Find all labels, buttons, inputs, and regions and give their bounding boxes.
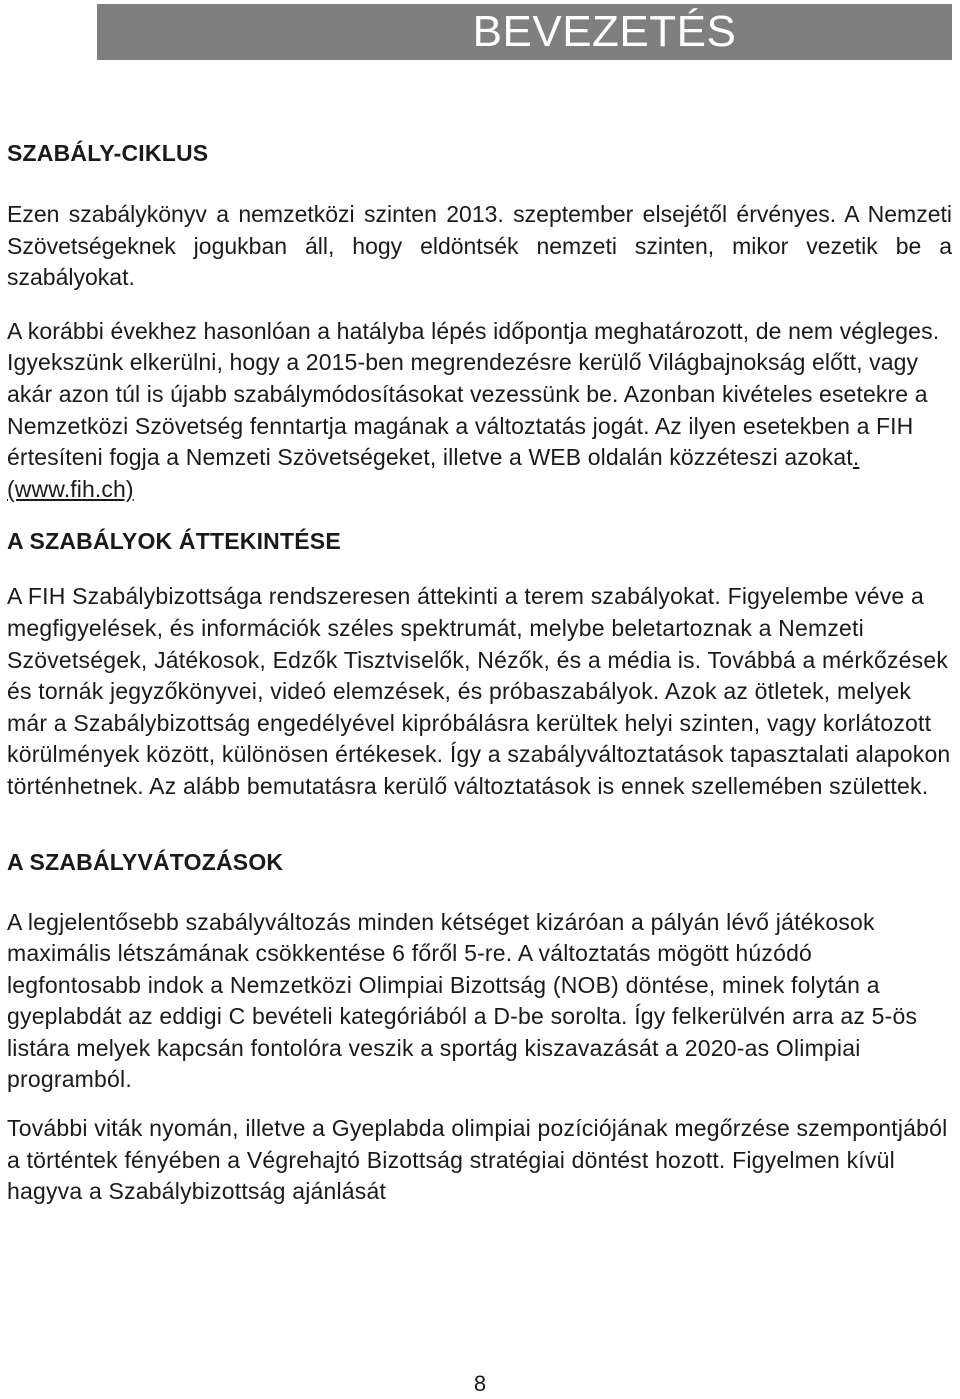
section-rule-changes — [7, 847, 952, 1208]
document-body — [7, 138, 952, 1208]
section-heading-rule-changes: A SZABÁLYVÁTOZÁSOK — [7, 848, 284, 875]
page-title: BEVEZETÉS — [472, 7, 737, 56]
section-rules-review — [7, 526, 952, 802]
title-bar — [97, 4, 952, 60]
fih-website-link[interactable]: . (www.fih.ch) — [7, 444, 860, 502]
page-number: 8 — [473, 1371, 487, 1396]
section-heading-rules-review: A SZABÁLYOK ÁTTEKINTÉSE — [7, 528, 341, 555]
section-heading-rule-cycle: SZABÁLY-CIKLUS — [7, 140, 209, 166]
paragraph: A legjelentősebb szabályváltozás minden kétséget kizáróan a pályán lévő játékosok maximális létszámának csökkentése 6 főről 5-re. A változtatás mögött húzódó legfontosabb indok a Nemzetközi Olimpiai Bizottság (NOB) döntése, minek folytán a gyeplabdát az eddigi C bevételi kategóriából a D-be sorolta. Így felkerülvén arra az 5-ös listára melyek kapcsán fontolóra veszik a sportág kiszavazását a 2020-as Olimpiai programból. — [7, 908, 918, 1093]
paragraph: Ezen szabálykönyv a nemzetközi szinten 2013. szeptember elsejétől érvényes. A Nemzeti Szövetségeknek jogukban áll, hogy eldöntsék nemzeti szinten, mikor vezetik be a szabályokat. — [7, 201, 952, 291]
paragraph: A FIH Szabálybizottsága rendszeresen áttekinti a terem szabályokat. Figyelembe véve a megfigyelések, és információk széles spektrumát, melybe beletartoznak a Nemzeti Szövetségek, Játékosok, Edzők Tisztviselők, Nézők, és a média is. Továbbá a mérkőzések és tornák jegyzőkönyvei, videó elemzések, és próbaszabályok. Azok az ötletek, melyek már a Szabálybizottság engedélyével kipróbálásra kerültek helyi szinten, vagy korlátozott körülmények között, különösen értékesek. Így a szabályváltoztatások tapasztalati alapokon történhetnek. Az alább bemutatásra kerülő változtatások is ennek szellemében születtek. — [7, 583, 951, 799]
paragraph: További viták nyomán, illetve a Gyeplabda olimpiai pozíciójának megőrzése szempontjából a történtek fényében a Végrehajtó Bizottság stratégiai döntést hozott. Figyelmen kívül hagyva a Szabálybizottság ajánlását — [7, 1115, 948, 1205]
paragraph — [7, 316, 952, 506]
section-rule-cycle — [7, 138, 952, 505]
paragraph-text: A korábbi évekhez hasonlóan a hatályba lépés időpontja meghatározott, de nem végleges. Igyekszünk elkerülni, hogy a 2015-ben megrendezésre kerülő Világbajnokság előtt, vagy akár azon túl is újabb szabálymódosításokat vezessünk be. Azonban kivételes esetekre a Nemzetközi Szövetség fenntartja magának a változtatás jogát. Az ilyen esetekben a FIH értesíteni fogja a Nemzeti Szövetségeket, illetve a WEB oldalán közzéteszi azokat — [7, 317, 940, 471]
